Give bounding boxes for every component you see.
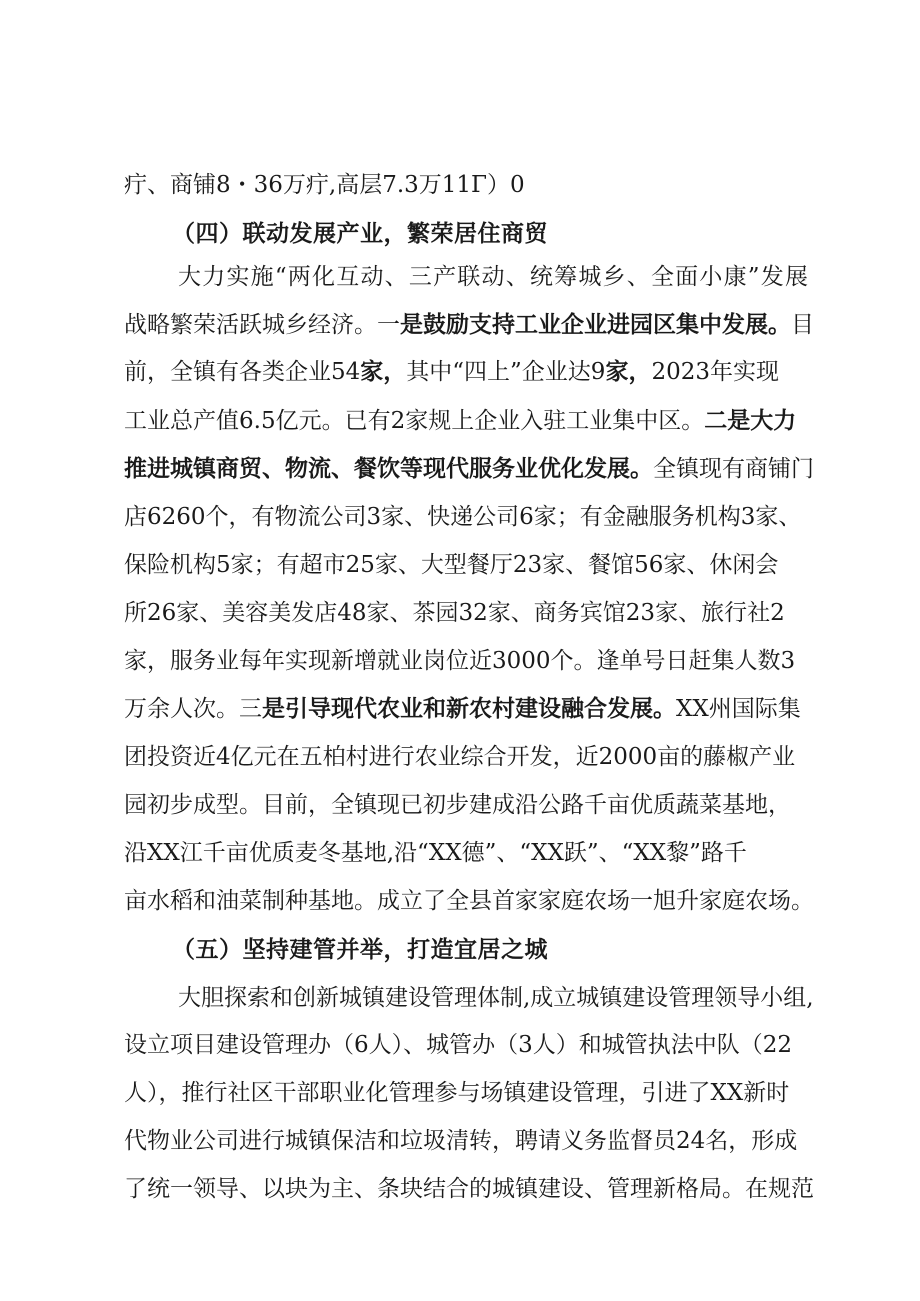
paragraph-line: 沿XX江千亩优质麦冬基地,沿“XX德”、“XX跃”、“XX黎”路千 xyxy=(124,840,747,866)
paragraph-line: 设立项目建设管理办（6人）、城管办（3人）和城管执法中队（22 xyxy=(124,1032,793,1058)
bold-emphasis: 是鼓励支持工业企业进园区集中发展。 xyxy=(400,311,791,338)
paragraph-line: 团投资近4亿元在五柏村进行农业综合开发，近2000亩的藤椒产业 xyxy=(124,744,796,770)
paragraph-line: 大力实施“两化互动、三产联动、统筹城乡、全面小康”发展 xyxy=(178,264,808,290)
paragraph-line: 家，服务业每年实现新增就业岗位近3000个。逢单号日赶集人数3 xyxy=(124,648,796,674)
bold-emphasis: 是引导现代农业和新农村建设融合发展。 xyxy=(262,695,676,722)
bold-emphasis: 家， xyxy=(360,358,407,385)
paragraph-line: 代物业公司进行城镇保洁和垃圾清转，聘请义务监督员24名，形成 xyxy=(124,1128,798,1154)
paragraph-line: 前，全镇有各类企业54家，其中“四上”企业达9家，2023年实现 xyxy=(124,358,779,385)
section-heading-5: （五）坚持建管并举，打造宜居之城 xyxy=(172,936,548,963)
paragraph-line: 战略繁荣活跃城乡经济。一是鼓励支持工业企业进园区集中发展。目 xyxy=(124,311,814,338)
paragraph-line: 保险机构5家；有超市25家、大型餐厅23家、餐馆56家、休闲会 xyxy=(124,552,779,578)
paragraph-line: 了统一领导、以块为主、条块结合的城镇建设、管理新格局。在规范 xyxy=(124,1176,814,1202)
paragraph-line: 万余人次。三是引导现代农业和新农村建设融合发展。XX州国际集 xyxy=(124,695,801,722)
paragraph-line: 店6260个，有物流公司3家、快递公司6家；有金融服务机构3家、 xyxy=(124,504,802,530)
bold-emphasis: 推进城镇商贸、物流、餐饮等现代服务业优化发展。 xyxy=(124,455,653,482)
paragraph-line: 工业总产值6.5亿元。已有2家规上企业入驻工业集中区。二是大力 xyxy=(124,407,797,434)
section-heading-4: （四）联动发展产业，繁荣居住商贸 xyxy=(172,220,548,247)
bold-emphasis: 二是大力 xyxy=(704,407,797,434)
paragraph-line: 园初步成型。目前，全镇现已初步建成沿公路千亩优质蔬菜基地， xyxy=(124,792,791,818)
paragraph-line: 大胆探索和创新城镇建设管理体制,成立城镇建设管理领导小组, xyxy=(178,985,814,1011)
continuation-line: 疔、商铺8・36万疔,高层7.3万11Γ）0 xyxy=(124,172,525,198)
paragraph-line: 人），推行社区干部职业化管理参与场镇建设管理，引进了XX新时 xyxy=(124,1080,790,1106)
paragraph-line: 所26家、美容美发店48家、茶园32家、商务宾馆23家、旅行社2 xyxy=(124,600,785,626)
paragraph-line: 亩水稻和油菜制种基地。成立了全县首家家庭农场一旭升家庭农场。 xyxy=(124,888,814,914)
paragraph-line: 推进城镇商贸、物流、餐饮等现代服务业优化发展。全镇现有商铺门 xyxy=(124,455,814,482)
bold-emphasis: 家， xyxy=(605,358,652,385)
